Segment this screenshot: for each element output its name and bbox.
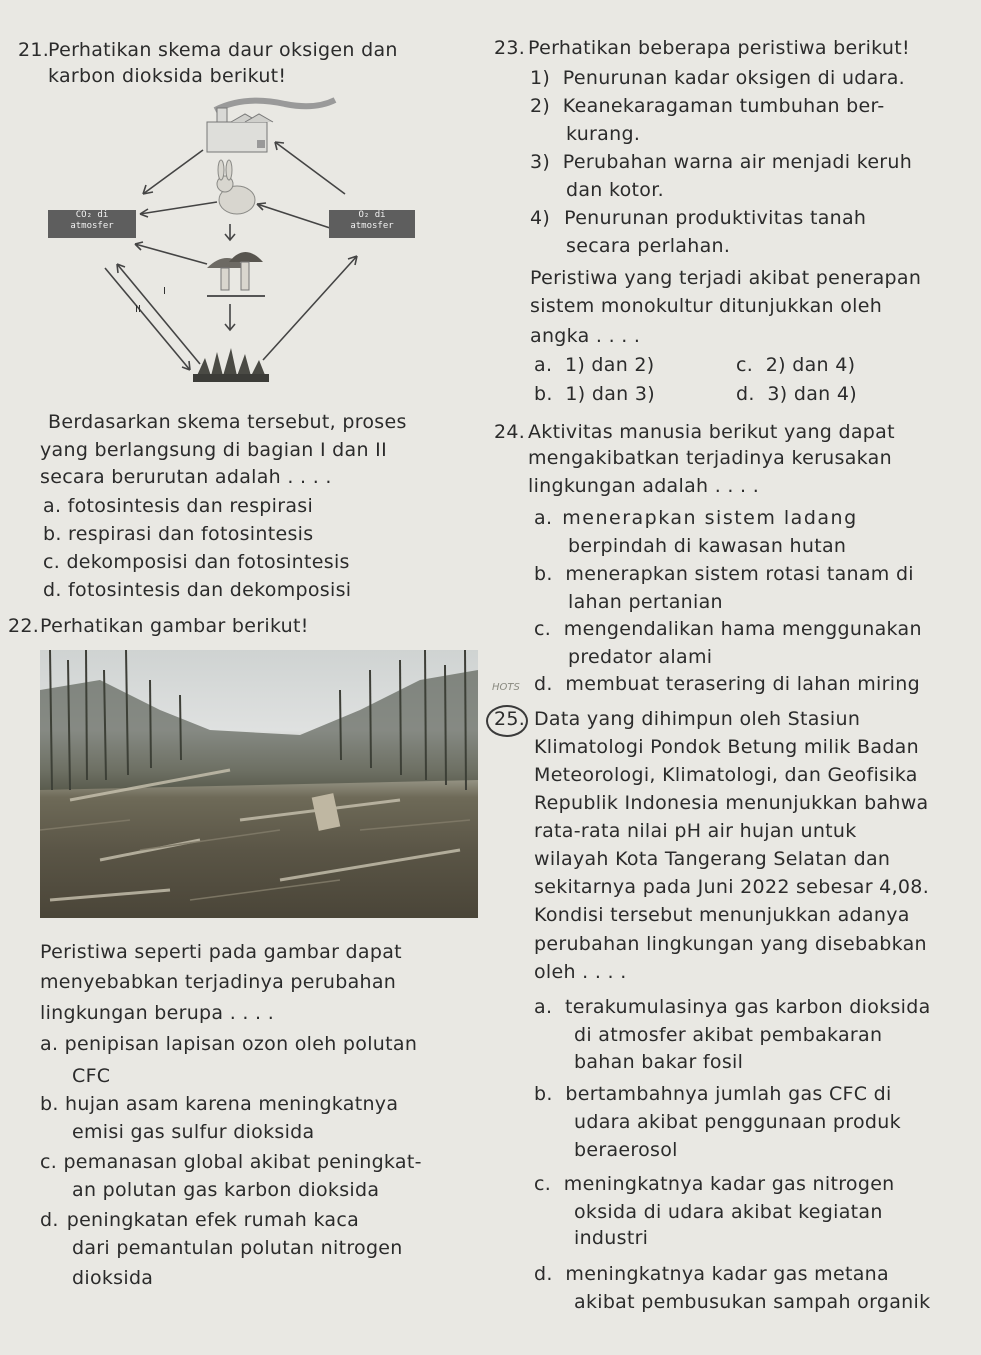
q22-option-d-cont-2: dioksida [72,1267,154,1289]
q25-stem-line-4: Republik Indonesia menunjukkan bahwa [534,792,929,814]
q22-number: 22. [8,615,40,637]
marker-ii: II [135,304,141,315]
q25-number: 25. [494,708,526,730]
q21-question-line-1: Berdasarkan skema tersebut, proses [48,411,407,433]
q22-option-c: c. pemanasan global akibat peningkat- [40,1151,422,1173]
q23-option-c: c. 2) dan 4) [736,354,856,376]
q24-stem-line-3: lingkungan adalah . . . . [528,475,760,497]
q23-event-3-cont: dan kotor. [566,179,664,201]
q25-stem-line-3: Meteorologi, Klimatologi, dan Geofisika [534,764,918,786]
q23-option-d: d. 3) dan 4) [736,383,857,405]
q25-option-d-cont: akibat pembusukan sampah organik [574,1291,931,1313]
deforestation-photo [40,650,478,918]
q22-option-a: a. penipisan lapisan ozon oleh polutan [40,1033,418,1055]
q21-option-c: c. dekomposisi dan fotosintesis [43,551,350,573]
q23-event-2: 2) Keanekaragaman tumbuhan ber- [530,95,885,117]
q22-option-b-cont: emisi gas sulfur dioksida [72,1121,315,1143]
q22-question-line-3: lingkungan berupa . . . . [40,1002,275,1024]
q21-option-b: b. respirasi dan fotosintesis [43,523,314,545]
hots-mark: HOTS [492,682,520,693]
q25-option-a-cont-2: bahan bakar fosil [574,1051,744,1073]
q23-number: 23. [494,37,526,59]
factory-icon [207,100,335,152]
q25-stem-line-5: rata-rata nilai pH air hujan untuk [534,820,857,842]
q25-stem-line-2: Klimatologi Pondok Betung milik Badan [534,736,919,758]
q23-option-b: b. 1) dan 3) [534,383,655,405]
q25-stem-line-9: perubahan lingkungan yang disebabkan [534,933,927,955]
q25-option-a-cont-1: di atmosfer akibat pembakaran [574,1024,883,1046]
q25-option-c: c. meningkatnya kadar gas nitrogen [534,1173,895,1195]
q22-question-line-1: Peristiwa seperti pada gambar dapat [40,941,402,963]
q23-question-line-3: angka . . . . [530,325,641,347]
q25-option-b-cont-1: udara akibat penggunaan produk [574,1111,901,1133]
q21-option-a: a. fotosintesis dan respirasi [43,495,314,517]
q23-event-4-cont: secara perlahan. [566,235,731,257]
q24-stem-line-1: Aktivitas manusia berikut yang dapat [528,421,895,443]
marker-i: I [163,286,166,297]
rabbit-icon [217,160,255,214]
q25-option-b: b. bertambahnya jumlah gas CFC di [534,1083,892,1105]
q23-event-3: 3) Perubahan warna air menjadi keruh [530,151,913,173]
q25-option-c-cont-2: industri [574,1227,649,1249]
q23-event-2-cont: kurang. [566,123,641,145]
oxygen-carbon-cycle-diagram [45,90,425,390]
q25-option-b-cont-2: beraerosol [574,1139,678,1161]
q24-option-c-cont: predator alami [568,646,713,668]
q22-option-a-cont: CFC [72,1065,111,1087]
q24-stem-line-2: mengakibatkan terjadinya kerusakan [528,447,892,469]
q24-option-d: d. membuat terasering di lahan miring [534,673,920,695]
q22-stem: Perhatikan gambar berikut! [40,615,309,637]
q21-question-line-2: yang berlangsung di bagian I dan II [40,439,387,461]
q21-question-line-3: secara berurutan adalah . . . . [40,466,332,488]
q23-option-a: a. 1) dan 2) [534,354,655,376]
q24-option-c: c. mengendalikan hama menggunakan [534,618,922,640]
q24-number: 24. [494,421,526,443]
q21-stem-line-1: Perhatikan skema daur oksigen dan [48,39,398,61]
q25-option-c-cont-1: oksida di udara akibat kegiatan [574,1201,883,1223]
grass-icon [193,348,269,382]
co2-atmosphere-label: CO₂ di atmosfer [48,210,136,238]
mushroom-icon [207,252,265,296]
q21-stem-line-2: karbon dioksida berikut! [48,65,287,87]
q24-option-b-cont: lahan pertanian [568,591,723,613]
q24-option-a-cont: berpindah di kawasan hutan [568,535,847,557]
q23-stem: Perhatikan beberapa peristiwa berikut! [528,37,910,59]
q21-option-d: d. fotosintesis dan dekomposisi [43,579,352,601]
q23-event-4: 4) Penurunan produktivitas tanah [530,207,867,229]
q25-option-a: a. terakumulasinya gas karbon dioksida [534,996,931,1018]
q23-question-line-2: sistem monokultur ditunjukkan oleh [530,295,883,317]
q25-stem-line-6: wilayah Kota Tangerang Selatan dan [534,848,891,870]
q25-stem-line-1: Data yang dihimpun oleh Stasiun [534,708,861,730]
q22-option-c-cont: an polutan gas karbon dioksida [72,1179,380,1201]
q24-option-b: b. menerapkan sistem rotasi tanam di [534,563,914,585]
q24-option-a: a. menerapkan sistem ladang [534,507,858,529]
q23-question-line-1: Peristiwa yang terjadi akibat penerapan [530,267,922,289]
o2-atmosphere-label: O₂ di atmosfer [329,210,415,238]
q25-stem-line-10: oleh . . . . [534,961,627,983]
q25-stem-line-7: sekitarnya pada Juni 2022 sebesar 4,08. [534,876,930,898]
q23-event-1: 1) Penurunan kadar oksigen di udara. [530,67,905,89]
q22-option-d-cont-1: dari pemantulan polutan nitrogen [72,1237,403,1259]
q22-option-d: d. peningkatan efek rumah kaca [40,1209,360,1231]
q25-stem-line-8: Kondisi tersebut menunjukkan adanya [534,904,910,926]
q22-question-line-2: menyebabkan terjadinya perubahan [40,971,397,993]
q25-option-d: d. meningkatnya kadar gas metana [534,1263,889,1285]
q22-option-b: b. hujan asam karena meningkatnya [40,1093,399,1115]
q21-number: 21. [18,39,50,61]
